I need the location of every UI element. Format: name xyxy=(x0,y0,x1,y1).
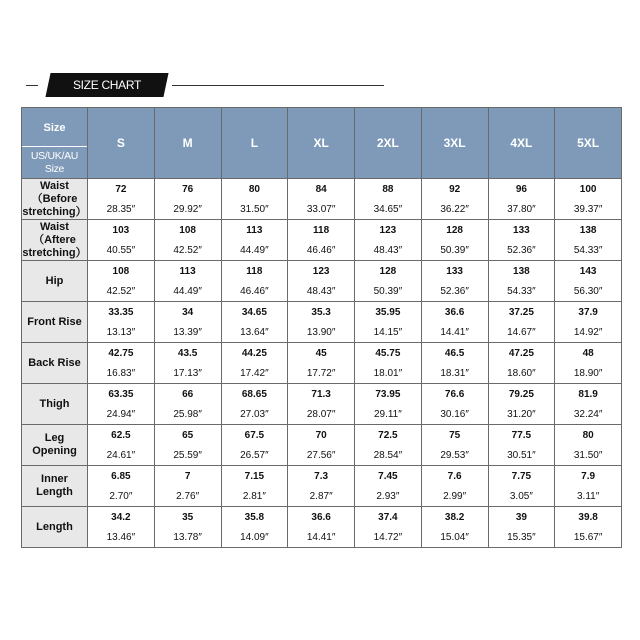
table-row xyxy=(22,363,622,384)
cell-inch: 36.22″ xyxy=(421,199,488,220)
cell-inch: 13.64″ xyxy=(221,322,288,343)
cell-cm: 108 xyxy=(88,261,155,282)
cell-cm: 7.45 xyxy=(355,466,422,487)
cell-inch: 2.93″ xyxy=(355,486,422,507)
row-label: Waist （Aftere stretching） xyxy=(22,220,87,259)
size-chart-table xyxy=(21,107,622,548)
cell-cm: 36.6 xyxy=(421,302,488,323)
cell-inch: 29.53″ xyxy=(421,445,488,466)
row-label: Inner Length xyxy=(22,466,88,507)
size-chart-table-wrap xyxy=(21,107,621,543)
cell-cm: 143 xyxy=(555,261,622,282)
cell-inch: 42.52″ xyxy=(154,240,221,261)
cell-inch: 17.13″ xyxy=(154,363,221,384)
cell-cm: 42.75 xyxy=(88,343,155,364)
table-row xyxy=(22,322,622,343)
cell-inch: 25.98″ xyxy=(154,404,221,425)
cell-inch: 34.65″ xyxy=(355,199,422,220)
cell-cm: 48 xyxy=(555,343,622,364)
cell-inch: 14.92″ xyxy=(555,322,622,343)
cell-cm: 80 xyxy=(555,425,622,446)
table-row xyxy=(22,466,622,487)
cell-inch: 40.55″ xyxy=(88,240,155,261)
cell-inch: 50.39″ xyxy=(355,281,422,302)
cell-inch: 25.59″ xyxy=(154,445,221,466)
row-label: Length xyxy=(22,507,88,548)
cell-inch: 30.16″ xyxy=(421,404,488,425)
cell-cm: 133 xyxy=(421,261,488,282)
cell-inch: 2.76″ xyxy=(154,486,221,507)
cell-cm: 35 xyxy=(154,507,221,528)
cell-cm: 46.5 xyxy=(421,343,488,364)
cell-cm: 7 xyxy=(154,466,221,487)
table-row xyxy=(22,261,622,282)
cell-cm: 62.5 xyxy=(88,425,155,446)
table-row xyxy=(22,343,622,364)
cell-inch: 3.11″ xyxy=(555,486,622,507)
cell-inch: 54.33″ xyxy=(555,240,622,261)
cell-inch: 52.36″ xyxy=(421,281,488,302)
cell-cm: 7.3 xyxy=(288,466,355,487)
cell-cm: 47.25 xyxy=(488,343,555,364)
cell-inch: 2.99″ xyxy=(421,486,488,507)
size-header-5xl: 5XL xyxy=(555,108,622,179)
cell-inch: 31.50″ xyxy=(555,445,622,466)
table-row xyxy=(22,240,622,261)
cell-inch: 27.56″ xyxy=(288,445,355,466)
cell-cm: 7.15 xyxy=(221,466,288,487)
cell-cm: 36.6 xyxy=(288,507,355,528)
row-label: Thigh xyxy=(22,384,88,425)
cell-cm: 35.3 xyxy=(288,302,355,323)
cell-cm: 71.3 xyxy=(288,384,355,405)
cell-inch: 15.35″ xyxy=(488,527,555,548)
cell-cm: 113 xyxy=(154,261,221,282)
cell-cm: 79.25 xyxy=(488,384,555,405)
cell-cm: 84 xyxy=(288,179,355,200)
cell-inch: 13.90″ xyxy=(288,322,355,343)
cell-inch: 31.50″ xyxy=(221,199,288,220)
cell-inch: 28.54″ xyxy=(355,445,422,466)
table-row xyxy=(22,507,622,528)
cell-cm: 34.65 xyxy=(221,302,288,323)
cell-cm: 92 xyxy=(421,179,488,200)
cell-inch: 48.43″ xyxy=(288,281,355,302)
size-chart-body xyxy=(22,179,622,548)
cell-cm: 38.2 xyxy=(421,507,488,528)
cell-cm: 6.85 xyxy=(88,466,155,487)
title-rule xyxy=(178,85,384,86)
cell-cm: 123 xyxy=(288,261,355,282)
size-header-m: M xyxy=(154,108,221,179)
cell-inch: 15.67″ xyxy=(555,527,622,548)
size-header-2xl: 2XL xyxy=(355,108,422,179)
cell-cm: 72 xyxy=(88,179,155,200)
size-header-xl: XL xyxy=(288,108,355,179)
row-label: Back Rise xyxy=(22,343,88,384)
cell-inch: 17.72″ xyxy=(288,363,355,384)
cell-cm: 77.5 xyxy=(488,425,555,446)
table-row xyxy=(22,199,622,220)
cell-cm: 7.6 xyxy=(421,466,488,487)
cell-cm: 88 xyxy=(355,179,422,200)
cell-inch: 18.90″ xyxy=(555,363,622,384)
table-row xyxy=(22,302,622,323)
row-label: Hip xyxy=(22,261,88,302)
cell-inch: 13.46″ xyxy=(88,527,155,548)
cell-cm: 37.25 xyxy=(488,302,555,323)
table-row xyxy=(22,445,622,466)
cell-cm: 138 xyxy=(555,220,622,241)
cell-cm: 68.65 xyxy=(221,384,288,405)
cell-inch: 46.46″ xyxy=(221,281,288,302)
cell-cm: 128 xyxy=(421,220,488,241)
cell-inch: 14.41″ xyxy=(288,527,355,548)
table-row xyxy=(22,384,622,405)
cell-inch: 17.42″ xyxy=(221,363,288,384)
cell-inch: 13.13″ xyxy=(88,322,155,343)
cell-inch: 14.09″ xyxy=(221,527,288,548)
cell-inch: 33.07″ xyxy=(288,199,355,220)
table-row xyxy=(22,527,622,548)
cell-inch: 24.61″ xyxy=(88,445,155,466)
cell-inch: 2.87″ xyxy=(288,486,355,507)
cell-inch: 29.11″ xyxy=(355,404,422,425)
cell-inch: 48.43″ xyxy=(355,240,422,261)
cell-cm: 133 xyxy=(488,220,555,241)
cell-inch: 3.05″ xyxy=(488,486,555,507)
cell-cm: 138 xyxy=(488,261,555,282)
cell-cm: 39 xyxy=(488,507,555,528)
cell-inch: 39.37″ xyxy=(555,199,622,220)
cell-inch: 2.81″ xyxy=(221,486,288,507)
cell-inch: 16.83″ xyxy=(88,363,155,384)
cell-inch: 44.49″ xyxy=(154,281,221,302)
cell-inch: 18.60″ xyxy=(488,363,555,384)
cell-inch: 26.57″ xyxy=(221,445,288,466)
cell-cm: 7.9 xyxy=(555,466,622,487)
size-label: Size xyxy=(43,122,66,134)
cell-cm: 81.9 xyxy=(555,384,622,405)
table-row xyxy=(22,179,622,200)
size-header-l: L xyxy=(221,108,288,179)
cell-inch: 37.80″ xyxy=(488,199,555,220)
cell-cm: 100 xyxy=(555,179,622,200)
cell-inch: 44.49″ xyxy=(221,240,288,261)
cell-inch: 56.30″ xyxy=(555,281,622,302)
cell-cm: 33.35 xyxy=(88,302,155,323)
header-row xyxy=(22,108,622,179)
cell-cm: 72.5 xyxy=(355,425,422,446)
cell-cm: 63.35 xyxy=(88,384,155,405)
cell-cm: 37.9 xyxy=(555,302,622,323)
cell-cm: 44.25 xyxy=(221,343,288,364)
cell-inch: 13.78″ xyxy=(154,527,221,548)
size-header-4xl: 4XL xyxy=(488,108,555,179)
cell-cm: 37.4 xyxy=(355,507,422,528)
cell-inch: 14.72″ xyxy=(355,527,422,548)
cell-inch: 29.92″ xyxy=(154,199,221,220)
cell-inch: 15.04″ xyxy=(421,527,488,548)
cell-cm: 118 xyxy=(288,220,355,241)
table-row xyxy=(22,281,622,302)
table-row xyxy=(22,486,622,507)
cell-cm: 39.8 xyxy=(555,507,622,528)
title-dash-left xyxy=(26,85,38,86)
cell-inch: 54.33″ xyxy=(488,281,555,302)
cell-cm: 35.8 xyxy=(221,507,288,528)
cell-cm: 34 xyxy=(154,302,221,323)
cell-inch: 18.01″ xyxy=(355,363,422,384)
cell-inch: 14.41″ xyxy=(421,322,488,343)
cell-cm: 108 xyxy=(154,220,221,241)
cell-cm: 45.75 xyxy=(355,343,422,364)
page-title: SIZE CHART xyxy=(72,78,142,92)
cell-inch: 46.46″ xyxy=(288,240,355,261)
cell-cm: 118 xyxy=(221,261,288,282)
cell-cm: 70 xyxy=(288,425,355,446)
cell-inch: 50.39″ xyxy=(421,240,488,261)
cell-cm: 43.5 xyxy=(154,343,221,364)
cell-cm: 113 xyxy=(221,220,288,241)
cell-cm: 35.95 xyxy=(355,302,422,323)
cell-inch: 52.36″ xyxy=(488,240,555,261)
table-row xyxy=(22,220,622,241)
cell-inch: 24.94″ xyxy=(88,404,155,425)
cell-cm: 76 xyxy=(154,179,221,200)
cell-cm: 123 xyxy=(355,220,422,241)
cell-cm: 128 xyxy=(355,261,422,282)
size-header-3xl: 3XL xyxy=(421,108,488,179)
cell-cm: 73.95 xyxy=(355,384,422,405)
cell-inch: 2.70″ xyxy=(88,486,155,507)
cell-cm: 103 xyxy=(88,220,155,241)
cell-cm: 67.5 xyxy=(221,425,288,446)
cell-cm: 76.6 xyxy=(421,384,488,405)
cell-inch: 30.51″ xyxy=(488,445,555,466)
region-label: US/UK/AU Size xyxy=(30,150,79,175)
cell-cm: 66 xyxy=(154,384,221,405)
cell-cm: 7.75 xyxy=(488,466,555,487)
cell-inch: 27.03″ xyxy=(221,404,288,425)
cell-inch: 28.07″ xyxy=(288,404,355,425)
cell-cm: 96 xyxy=(488,179,555,200)
cell-cm: 65 xyxy=(154,425,221,446)
size-header-cell xyxy=(22,108,88,179)
table-row xyxy=(22,425,622,446)
cell-inch: 28.35″ xyxy=(88,199,155,220)
cell-cm: 45 xyxy=(288,343,355,364)
row-label: Waist （Before stretching） xyxy=(22,179,87,218)
cell-cm: 80 xyxy=(221,179,288,200)
cell-inch: 42.52″ xyxy=(88,281,155,302)
size-header-s: S xyxy=(88,108,155,179)
cell-inch: 18.31″ xyxy=(421,363,488,384)
table-row xyxy=(22,404,622,425)
cell-inch: 14.67″ xyxy=(488,322,555,343)
cell-inch: 13.39″ xyxy=(154,322,221,343)
size-header-divider xyxy=(22,146,87,147)
cell-inch: 32.24″ xyxy=(555,404,622,425)
cell-inch: 31.20″ xyxy=(488,404,555,425)
row-label: Front Rise xyxy=(22,302,88,343)
cell-cm: 34.2 xyxy=(88,507,155,528)
cell-cm: 75 xyxy=(421,425,488,446)
cell-inch: 14.15″ xyxy=(355,322,422,343)
row-label: Leg Opening xyxy=(22,425,88,466)
